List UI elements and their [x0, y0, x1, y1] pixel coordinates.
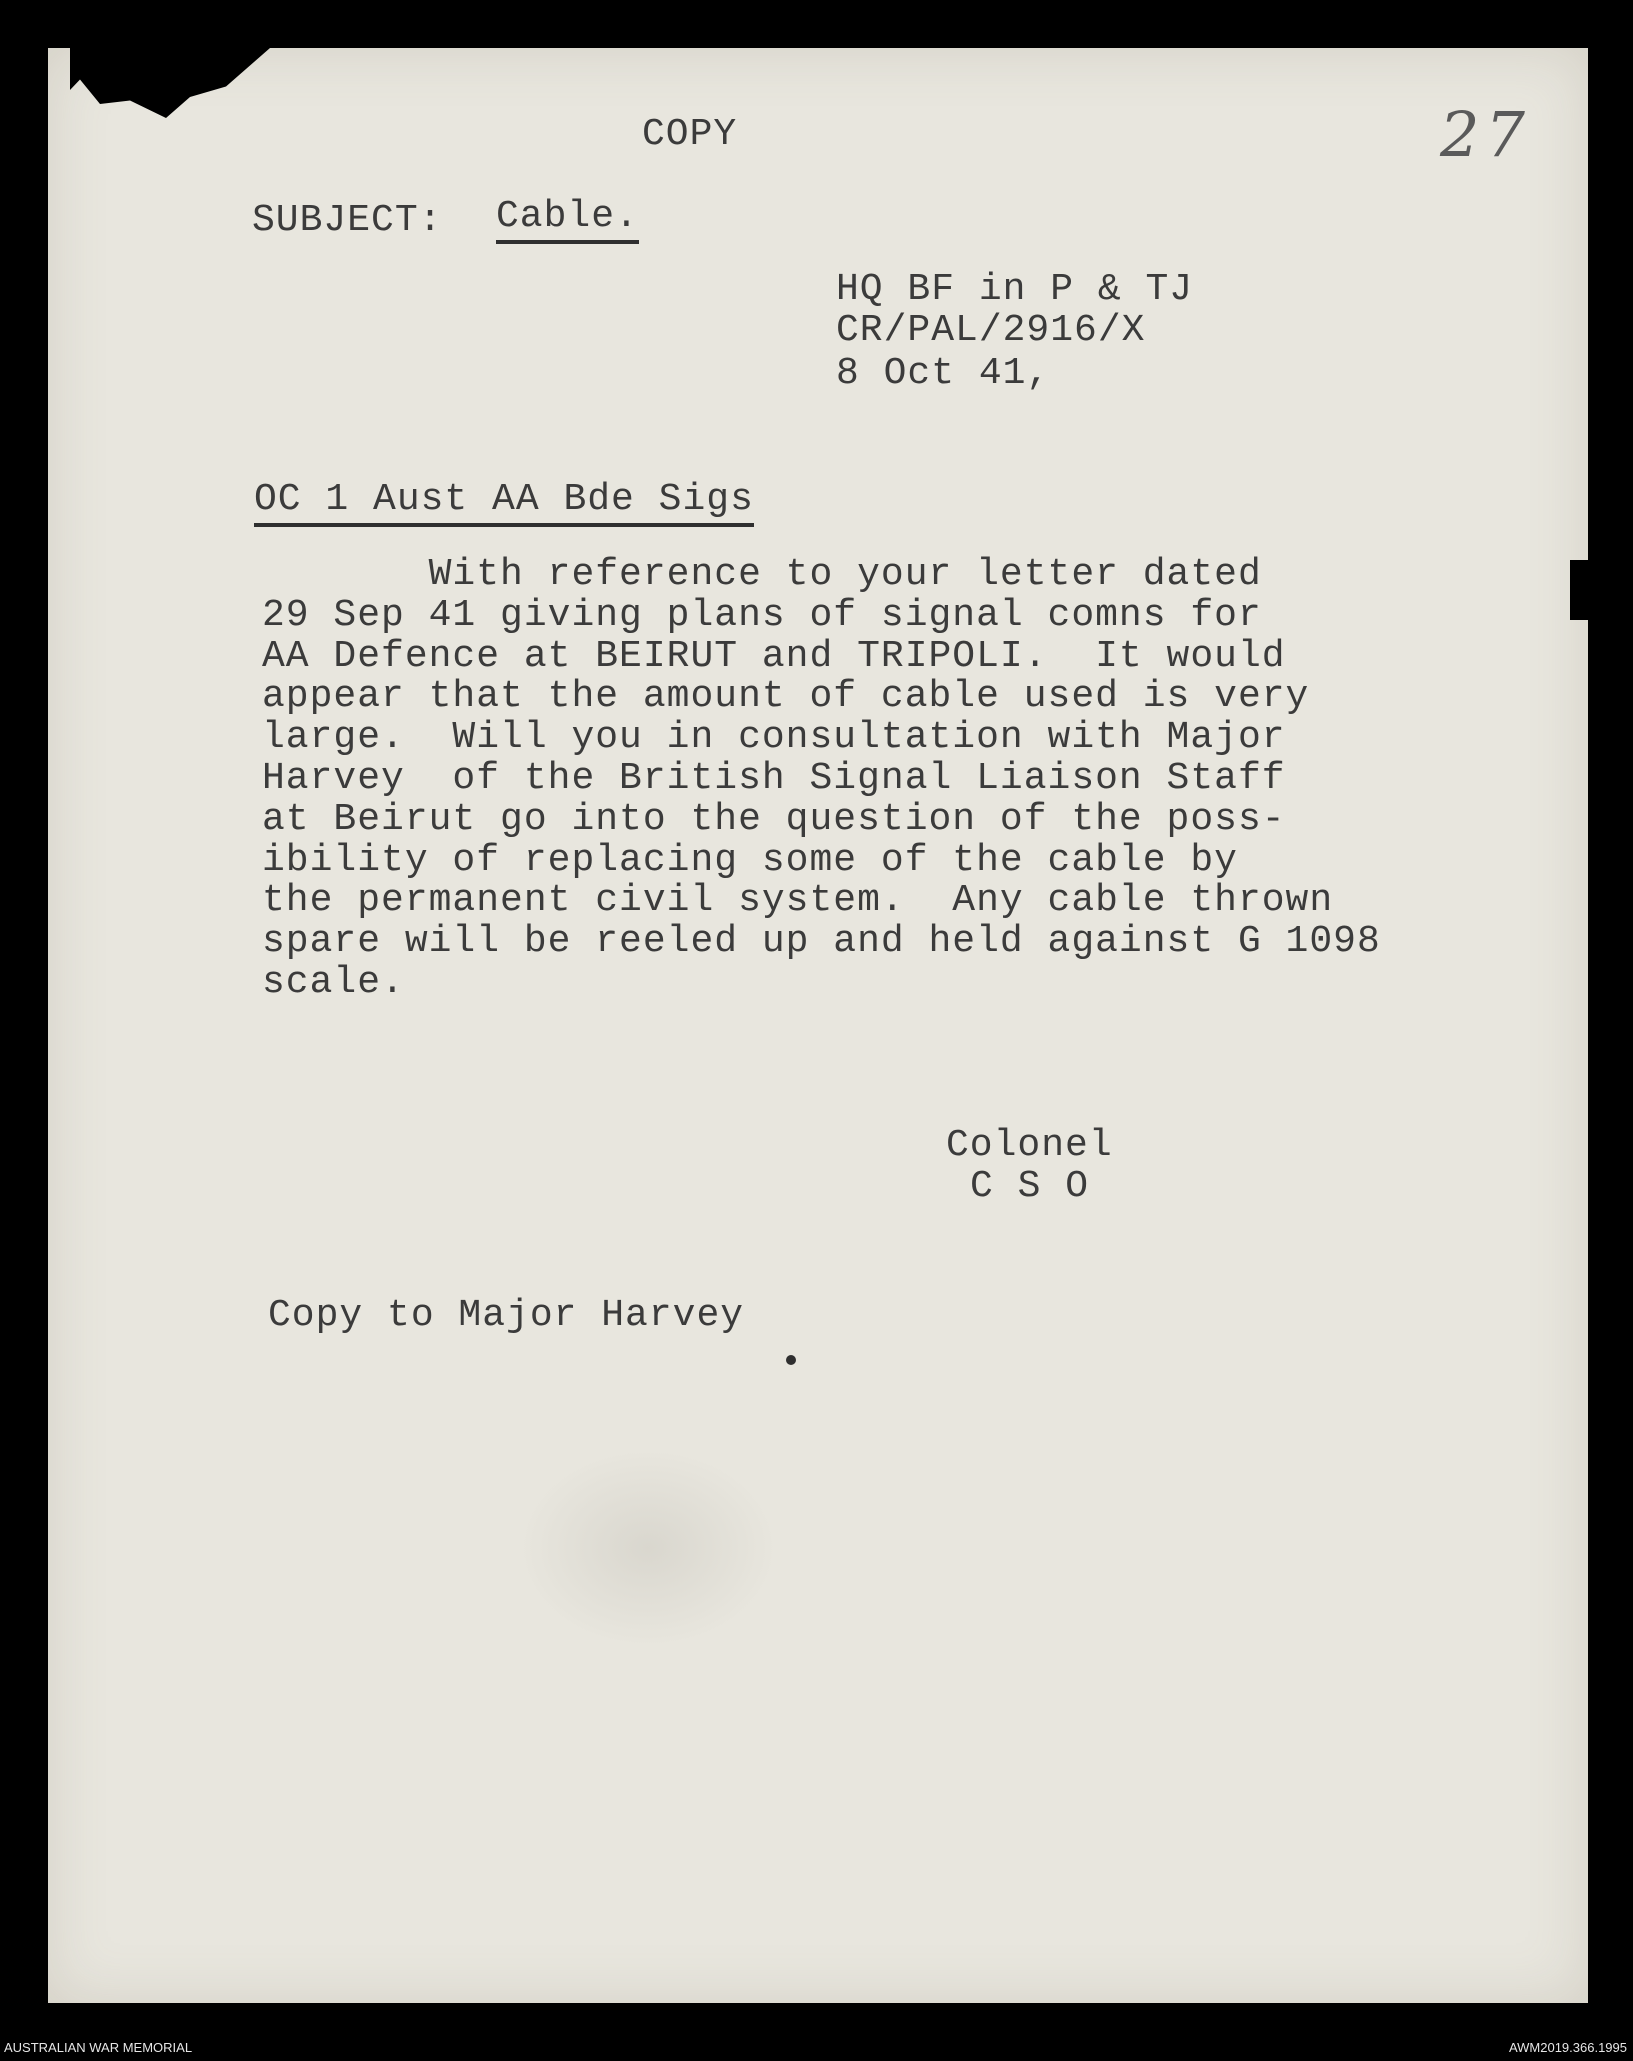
body-line: spare will be reeled up and held against G 1098 [262, 920, 1381, 964]
body-line: large. Will you in consultation with Major [262, 716, 1286, 760]
body-line: ibility of replacing some of the cable by [262, 838, 1238, 882]
edge-damage [1570, 560, 1588, 620]
body-line: at Beirut go into the question of the poss- [262, 797, 1286, 841]
reference-line-2: CR/PAL/2916/X [836, 309, 1146, 352]
signature-rank: Colonel [946, 1124, 1113, 1167]
body-line: AA Defence at BEIRUT and TRIPOLI. It would [262, 634, 1286, 678]
letter-body [262, 555, 1381, 1004]
body-line: appear that the amount of cable used is very [262, 675, 1310, 719]
body-line: scale. [262, 960, 405, 1004]
copy-heading: COPY [642, 113, 738, 156]
footer-archive-name: AUSTRALIAN WAR MEMORIAL [4, 2040, 193, 2055]
document-page [48, 48, 1588, 2003]
body-line: 29 Sep 41 giving plans of signal comns for [262, 593, 1262, 637]
reference-line-1: HQ BF in P & TJ [836, 268, 1194, 311]
addressee: OC 1 Aust AA Bde Sigs [254, 481, 754, 527]
signature-title: C S O [970, 1165, 1090, 1208]
body-line: the permanent civil system. Any cable thrown [262, 879, 1334, 923]
body-line: With reference to your letter dated [262, 553, 1262, 596]
ink-dot [786, 1355, 796, 1365]
subject-label: SUBJECT: [252, 199, 443, 242]
copy-to-line: Copy to Major Harvey [268, 1294, 745, 1337]
footer-catalogue-number: AWM2019.366.1995 [1508, 2040, 1627, 2055]
subject-value: Cable. [496, 198, 639, 244]
handwritten-page-number: 27 [1440, 98, 1531, 171]
body-line: Harvey of the British Signal Liaison Staff [262, 756, 1286, 800]
reference-line-3: 8 Oct 41, [836, 352, 1051, 395]
